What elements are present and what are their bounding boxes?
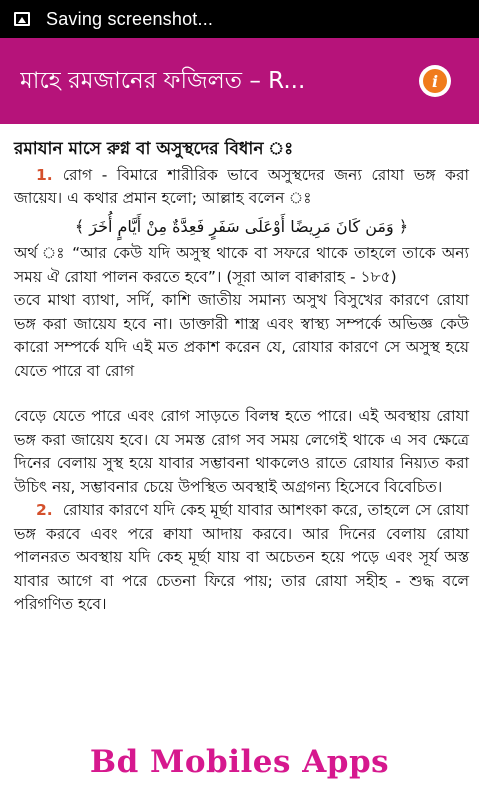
paragraph-body-continued: বেড়ে যেতে পারে এবং রোগ সাড়তে বিলম্ব হতে পারে। এই অবস্থায় রোযা ভঙ্গ করা জায়েয হবে। যে সমস্ত রোগ সব সময় লেগেই থাকে এ সব ক্ষেত্রে দিনের বেলায় সুস্থ হয়ে যাবার সম্ভাবনা থাকলেও রাতে রোযার নিয়্যত করা উচিৎ নয়, সম্ভাবনার চেয়ে উপস্থিত অবস্থাই অগ্রগন্য হিসেবে বিবেচিত। [14, 407, 469, 496]
screenshot-icon [14, 12, 30, 26]
banner-text: Bd Mobiles Apps [89, 744, 390, 780]
paragraph-meaning: অর্থ ঃ “আর কেউ যদি অসুস্থ থাকে বা সফরে থাকে তাহলে তাকে অন্য সময় ঐ রোযা পালন করতে হবে”। (সূরা আল বাক্বারাহ - ১৮৫) [14, 244, 469, 286]
info-icon: i [423, 69, 447, 93]
ad-banner[interactable] [0, 724, 479, 800]
app-bar [0, 38, 479, 124]
status-text: Saving screenshot... [46, 8, 214, 29]
item-number: 2. [36, 501, 53, 519]
list-item-1 [14, 164, 469, 211]
arabic-verse: ﴿ وَمَن كَانَ مَرِيضًا أَوْعَلَى سَفَرٍ فَعِدَّةٌ مِنْ أَيَّامٍ أُخَرَ ﴾ [74, 216, 409, 236]
paragraph-body: তবে মাথা ব্যাথা, সর্দি, কাশি জাতীয় সমান্য অসুখ বিসুখের কারণে রোযা ভঙ্গ করা জায়েয হবে না। ডাক্তারী শাস্ত্র এবং স্বাস্থ্য সম্পর্কে অভিজ্ঞ কেউ কারো সম্পর্কে যদি এই মত প্রকাশ করেন যে, রোযার কারণে সে অসুস্থ হয়ে যেতে পারে বা রোগ [14, 291, 469, 380]
item-text: রোগ - বিমারে শারীরিক ভাবে অসুস্থদের জন্য রোযা ভঙ্গ করা জায়েয। এ কথার প্রমান হলো; আল্লাহ বলেন ঃ [14, 165, 469, 207]
section-heading: রমাযান মাসে রুগ্ন বা অসুস্থদের বিধান ঃ [14, 139, 294, 159]
item-number: 1. [36, 165, 53, 184]
info-button[interactable] [419, 65, 451, 97]
content-scroll-area[interactable] [0, 124, 479, 724]
list-item-2 [14, 499, 469, 617]
article [0, 124, 479, 617]
item-text: রোযার কারণে যদি কেহ মূর্ছা যাবার আশংকা করে, তাহলে সে রোযা ভঙ্গ করবে এবং পরে ক্বাযা আদায় করবে। আর দিনের বেলায় রোযা পালনরত অবস্থায় যদি কেহ মূর্ছা যায় বা অচেতন হয়ে পড়ে এবং সূর্য অস্ত যাবার আগে বা পরে চেতনা ফিরে পায়; তার রোযা সহীহ - শুদ্ধ বলে পরিগণিত হবে। [14, 501, 469, 613]
status-bar [0, 0, 479, 38]
page-title: মাহে রমজানের ফজিলত – R... [20, 67, 306, 94]
